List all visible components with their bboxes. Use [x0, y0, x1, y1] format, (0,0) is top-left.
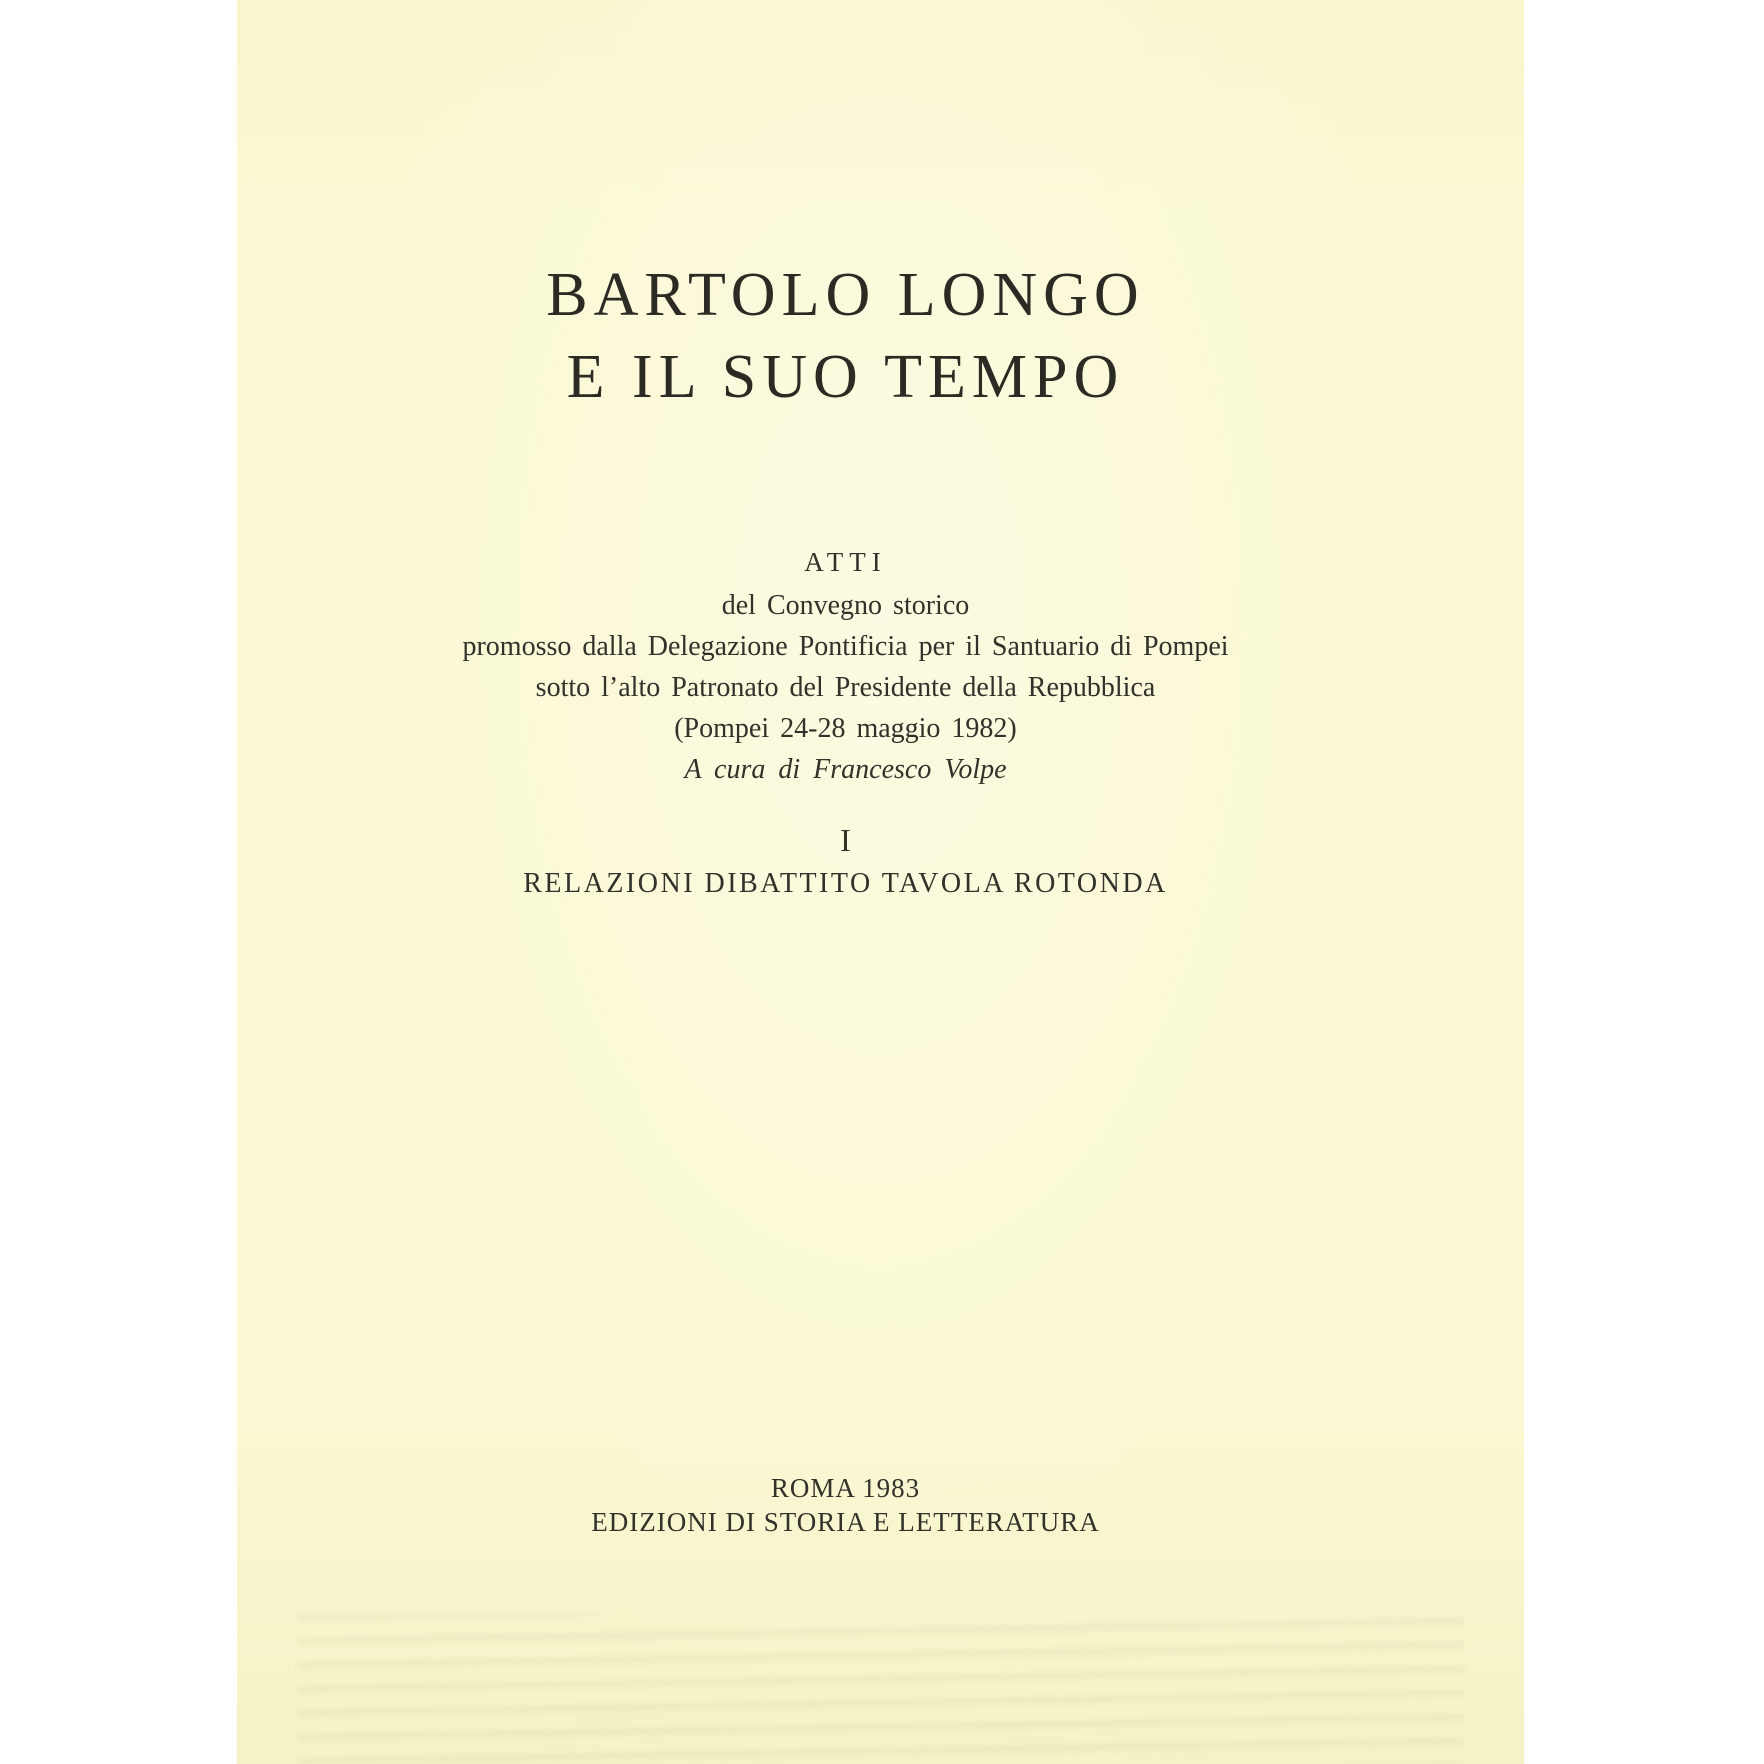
conference-description: [202, 585, 1489, 790]
conference-description-line-1: del Convegno storico: [721, 590, 970, 621]
book-title-line-1: BARTOLO LONGO: [546, 261, 1145, 329]
book-cover-page: [237, 0, 1524, 1764]
conference-description-line-2: promosso dalla Delegazione Pontificia per il Santuario di Pompei: [462, 631, 1229, 662]
volume-number: I: [840, 822, 851, 858]
publisher-city-year: ROMA 1983: [770, 1473, 921, 1503]
front-matter-heading: ATTI: [804, 547, 887, 577]
publisher-name: EDIZIONI DI STORIA E LETTERATURA: [591, 1507, 1100, 1537]
volume-subtitle: RELAZIONI DIBATTITO TAVOLA ROTONDA: [523, 868, 1168, 899]
conference-description-line-3: sotto l’alto Patronato del Presidente della Repubblica: [535, 672, 1156, 703]
book-title: [202, 254, 1489, 418]
publisher-imprint: [202, 1471, 1489, 1539]
page-showthrough-ghosting: [297, 1614, 1464, 1764]
book-title-line-2: E IL SUO TEMPO: [566, 343, 1125, 411]
conference-description-line-4: (Pompei 24-28 maggio 1982): [674, 713, 1017, 744]
editor-credit: A cura di Francesco Volpe: [684, 754, 1007, 785]
